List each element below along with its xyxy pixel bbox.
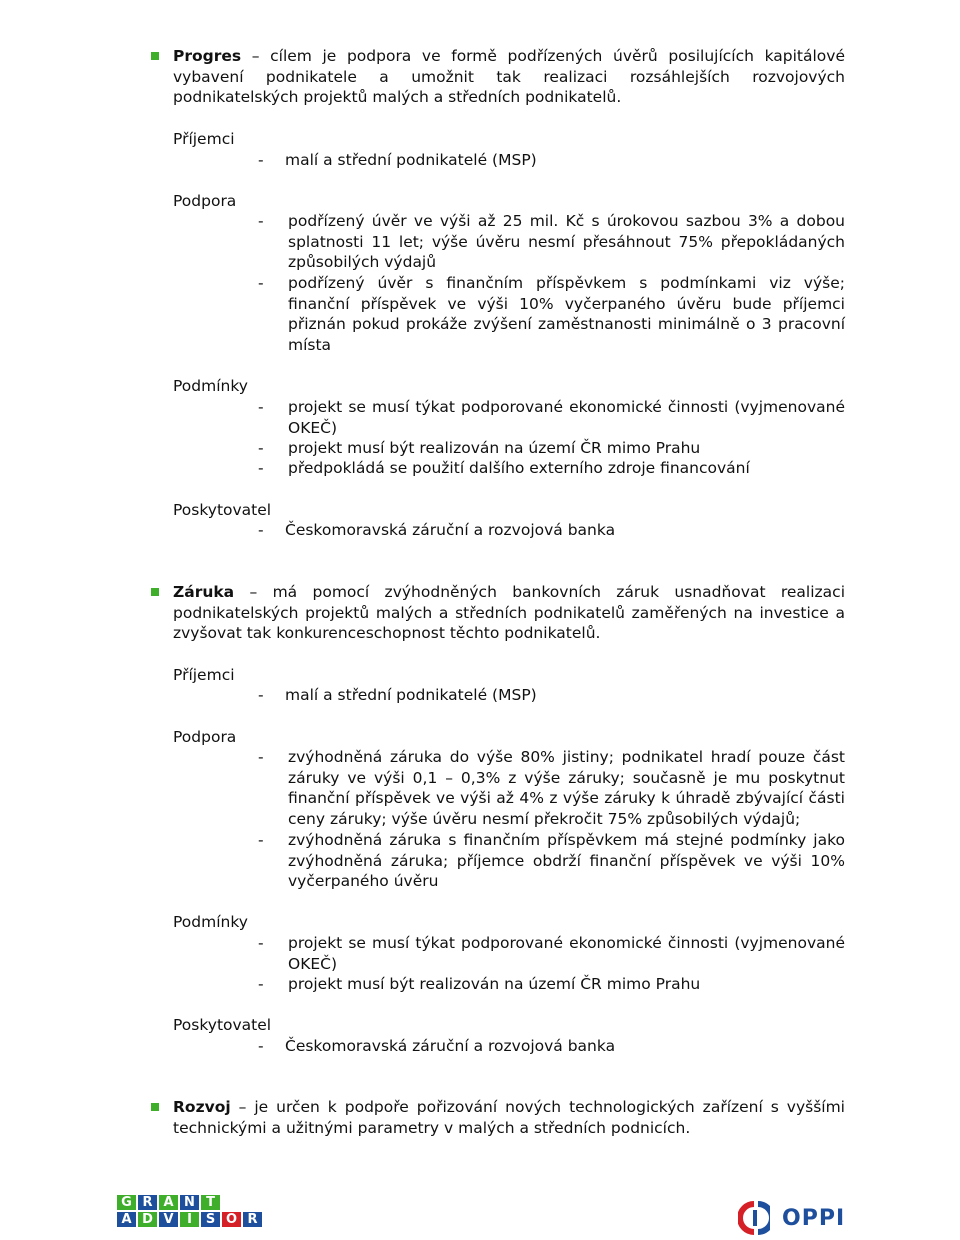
zaruka-podminky-item-2: projekt musí být realizován na území ČR mimo Prahu [288, 975, 701, 993]
progres-podpora-item-2: podřízený úvěr s finančním příspěvkem s podmínkami viz výše; finanční příspěvek ve výši 10% vyčerpaného úvěru bude příjemci přiznán pokud prokáže zvýšení zaměstnanosti minimálně o 3 pracovní místa [288, 274, 845, 354]
zaruka-paragraph [173, 582, 845, 644]
logo-letter: N [180, 1195, 199, 1210]
advisor-row [117, 1212, 262, 1227]
dash: - [258, 274, 264, 292]
logo-letter: V [159, 1212, 178, 1227]
progres-podpora-item-1: podřízený úvěr ve výši až 25 mil. Kč s úrokovou sazbou 3% a dobou splatnosti 11 let; výše úvěru nesmí přesáhnout 75% přepokládaných způsobilých výdajů [288, 212, 845, 271]
dash: - [258, 398, 264, 416]
dash: - [258, 1037, 264, 1055]
oppi-mark-icon [738, 1200, 770, 1236]
oppi-text: OPPI [782, 1205, 846, 1231]
bullet-square-icon [151, 588, 159, 596]
logo-letter: I [180, 1212, 199, 1227]
progres-intro: – cílem je podpora ve formě podřízených úvěrů posilujících kapitálové vybavení podnikatele a umožnit tak realizaci rozsáhlejších rozvojových podnikatelských projektů malých a středních podnikatelů. [173, 47, 845, 106]
dash: - [258, 686, 264, 704]
logo-letter: R [138, 1195, 157, 1210]
zaruka-podpora-label: Podpora [173, 728, 237, 746]
dash: - [258, 934, 264, 952]
logo-letter: R [243, 1212, 262, 1227]
bullet-square-icon [151, 1103, 159, 1111]
zaruka-prijemci-item: malí a střední podnikatelé (MSP) [285, 686, 537, 704]
dash: - [258, 748, 264, 766]
logo-letter: O [222, 1212, 241, 1227]
zaruka-intro: – má pomocí zvýhodněných bankovních záruk usnadňovat realizaci podnikatelských projektů malých a středních podnikatelů zaměřených na investice a zvyšovat tak konkurenceschopnost těchto podnikatelů. [173, 583, 845, 642]
dash: - [258, 212, 264, 230]
zaruka-podpora-item-1: zvýhodněná záruka do výše 80% jistiny; podnikatel hradí pouze část záruky ve výši 0,1 – 0,3% z výše záruky; současně je mu poskytnut finanční příspěvek ve výši až 4% z výše záruky k úhradě zbývající části ceny záruky; výše úvěru nesmí překročit 75% způsobilých výdajů; [288, 748, 845, 828]
zaruka-podminky-label: Podmínky [173, 913, 248, 931]
progres-prijemci-item: malí a střední podnikatelé (MSP) [285, 151, 537, 169]
rozvoj-paragraph [173, 1097, 845, 1138]
progres-paragraph [173, 46, 845, 108]
grant-advisor-logo [117, 1195, 262, 1229]
logo-letter: A [159, 1195, 178, 1210]
rozvoj-title: Rozvoj [173, 1098, 231, 1116]
oppi-logo [738, 1200, 845, 1236]
rozvoj-intro: – je určen k podpoře pořizování nových technologických zařízení s vyššími technickými a užitnými parametry v malých a středních podnicích. [173, 1098, 845, 1137]
progres-podminky-label: Podmínky [173, 377, 248, 395]
progres-podminky-item-1: projekt se musí týkat podporované ekonomické činnosti (vyjmenované OKEČ) [288, 398, 845, 437]
progres-poskytovatel-item: Českomoravská záruční a rozvojová banka [285, 521, 616, 539]
logo-letter: D [138, 1212, 157, 1227]
progres-podpora-label: Podpora [173, 192, 237, 210]
logo-letter: G [117, 1195, 136, 1210]
bullet-square-icon [151, 52, 159, 60]
logo-letter: S [201, 1212, 220, 1227]
dash: - [258, 459, 264, 477]
grant-row [117, 1195, 262, 1210]
zaruka-prijemci-label: Příjemci [173, 666, 235, 684]
progres-prijemci-label: Příjemci [173, 130, 235, 148]
logo-letter: A [117, 1212, 136, 1227]
dash: - [258, 151, 264, 169]
zaruka-podpora-item-2: zvýhodněná záruka s finančním příspěvkem má stejné podmínky jako zvýhodněná záruka; příjemce obdrží finanční příspěvek ve výši 10% vyčerpaného úvěru [288, 831, 845, 890]
progres-podminky-item-2: projekt musí být realizován na území ČR mimo Prahu [288, 439, 701, 457]
dash: - [258, 439, 264, 457]
dash: - [258, 975, 264, 993]
zaruka-poskytovatel-item: Českomoravská záruční a rozvojová banka [285, 1037, 616, 1055]
progres-title: Progres [173, 47, 242, 65]
zaruka-podminky-item-1: projekt se musí týkat podporované ekonomické činnosti (vyjmenované OKEČ) [288, 934, 845, 973]
dash: - [258, 521, 264, 539]
logo-letter: T [201, 1195, 220, 1210]
zaruka-title: Záruka [173, 583, 235, 601]
dash: - [258, 831, 264, 849]
zaruka-poskytovatel-label: Poskytovatel [173, 1016, 272, 1034]
progres-poskytovatel-label: Poskytovatel [173, 501, 272, 519]
progres-podminky-item-3: předpokládá se použití dalšího externího zdroje financování [288, 459, 750, 477]
